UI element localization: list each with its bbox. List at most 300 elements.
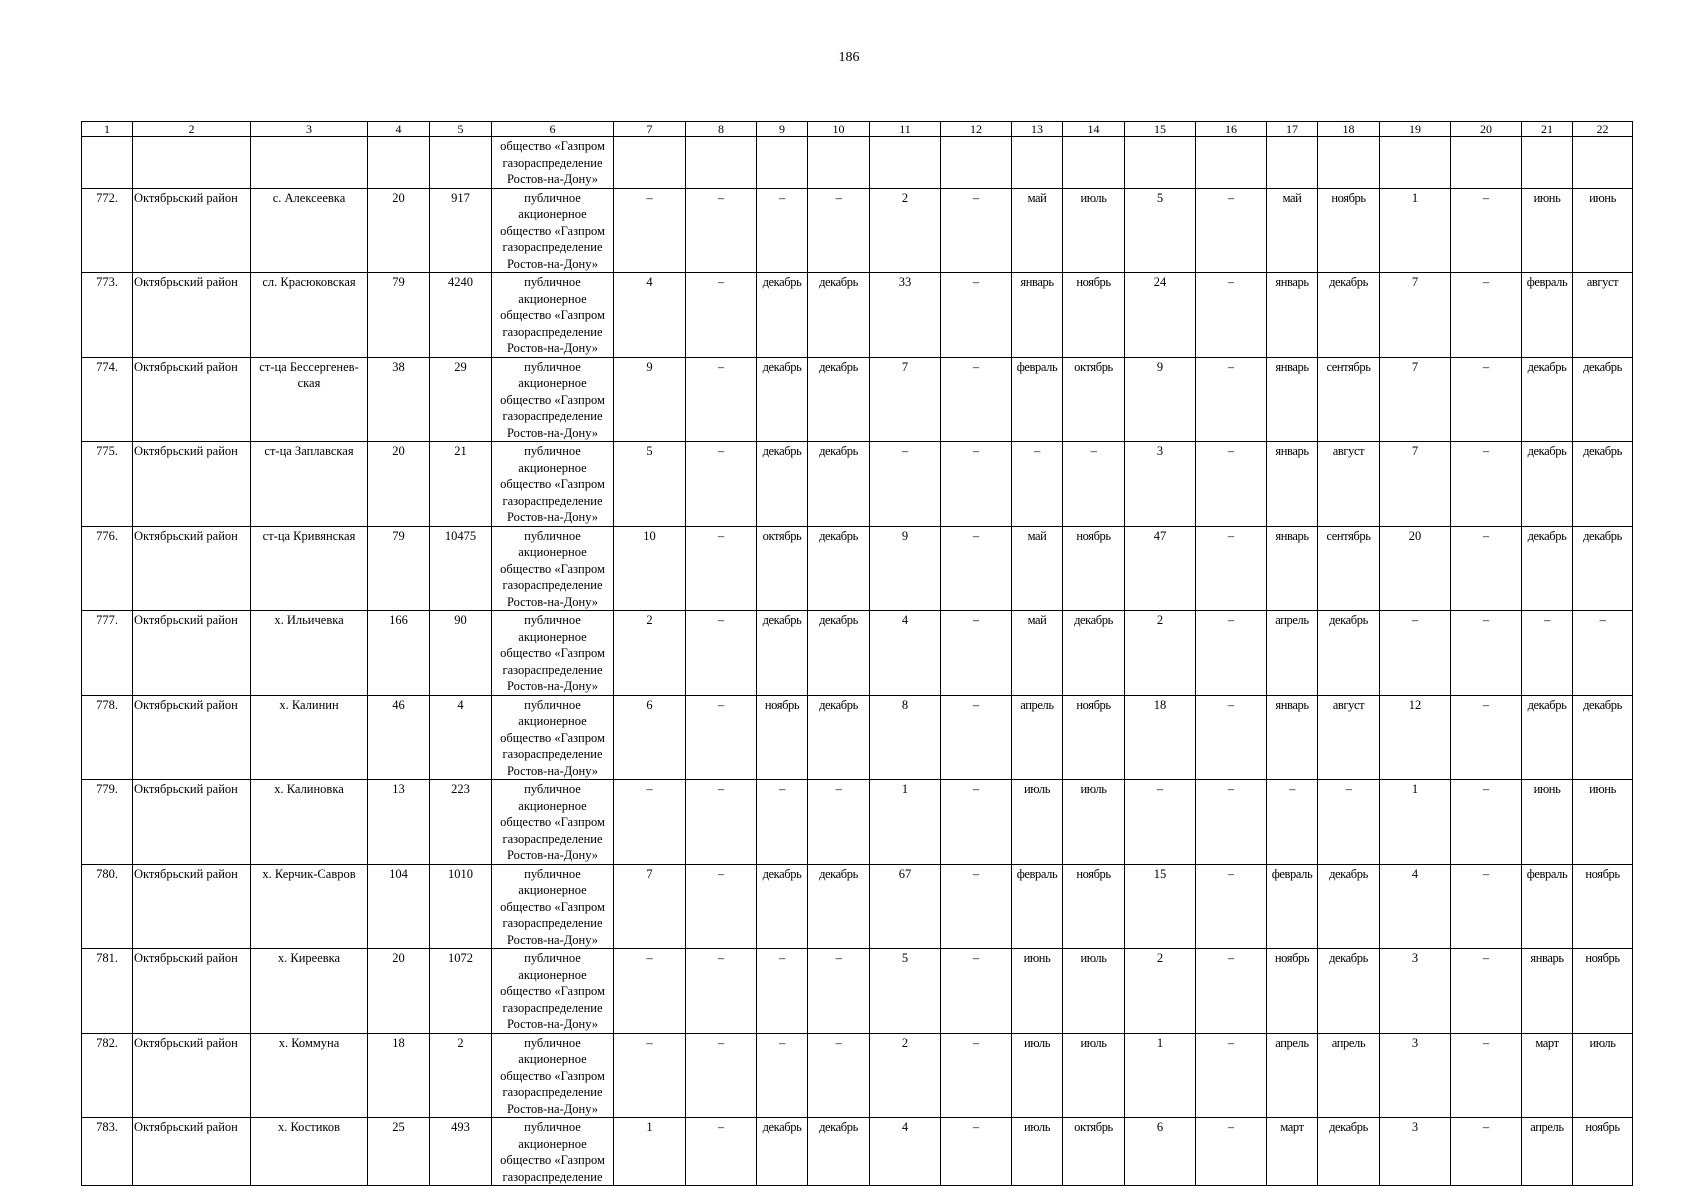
cell-col-13: февраль xyxy=(1012,864,1063,949)
cell-col-1: 778. xyxy=(82,695,133,780)
cell-col-4: 38 xyxy=(368,357,430,442)
cell-col-15: 6 xyxy=(1125,1118,1196,1186)
cell-col-14: – xyxy=(1063,442,1125,527)
cell-col-22: ноябрь xyxy=(1573,1118,1633,1186)
cell-col-22: ноябрь xyxy=(1573,864,1633,949)
cell-col-21: декабрь xyxy=(1522,526,1573,611)
cell-col-19: 1 xyxy=(1380,188,1451,273)
cell-col-7: – xyxy=(614,188,686,273)
cell-col-18: ноябрь xyxy=(1318,188,1380,273)
cell-col-14: ноябрь xyxy=(1063,864,1125,949)
cell-col-1: 776. xyxy=(82,526,133,611)
cell-col-8: – xyxy=(686,357,757,442)
cell-col-19: 7 xyxy=(1380,273,1451,358)
cell-col-12: – xyxy=(941,864,1012,949)
cell-col-2: Октябрьский район xyxy=(133,526,251,611)
table-row xyxy=(82,357,1633,442)
cell-col-6: публичное акционерное общество «Газпром газораспределение Ростов-на-Дону» xyxy=(492,780,614,865)
cell-col-13: апрель xyxy=(1012,695,1063,780)
cell-col-2 xyxy=(133,137,251,189)
cell-col-15 xyxy=(1125,137,1196,189)
cell-col-18: – xyxy=(1318,780,1380,865)
cell-col-4: 79 xyxy=(368,273,430,358)
cell-col-22: декабрь xyxy=(1573,442,1633,527)
cell-col-5 xyxy=(430,137,492,189)
cell-col-20: – xyxy=(1451,780,1522,865)
cell-col-19: 7 xyxy=(1380,357,1451,442)
cell-col-15: 9 xyxy=(1125,357,1196,442)
cell-col-13: февраль xyxy=(1012,357,1063,442)
cell-col-8: – xyxy=(686,526,757,611)
cell-col-19: 4 xyxy=(1380,864,1451,949)
cell-col-22: 22 xyxy=(1573,122,1633,137)
cell-col-7: – xyxy=(614,949,686,1034)
cell-col-18: 18 xyxy=(1318,122,1380,137)
cell-col-7: 6 xyxy=(614,695,686,780)
cell-col-2: Октябрьский район xyxy=(133,1118,251,1186)
cell-col-13: май xyxy=(1012,188,1063,273)
cell-col-18: апрель xyxy=(1318,1033,1380,1118)
cell-col-2: Октябрьский район xyxy=(133,695,251,780)
cell-col-12: – xyxy=(941,611,1012,696)
cell-col-18: сентябрь xyxy=(1318,357,1380,442)
cell-col-3: х. Коммуна xyxy=(251,1033,368,1118)
cell-col-4 xyxy=(368,137,430,189)
cell-col-6: публичное акционерное общество «Газпром газораспределение Ростов-на-Дону» xyxy=(492,864,614,949)
cell-col-3 xyxy=(251,137,368,189)
cell-col-1: 1 xyxy=(82,122,133,137)
cell-col-8: – xyxy=(686,780,757,865)
cell-col-16: – xyxy=(1196,1033,1267,1118)
cell-col-21: декабрь xyxy=(1522,442,1573,527)
cell-col-11: 4 xyxy=(870,611,941,696)
cell-col-7: 10 xyxy=(614,526,686,611)
cell-col-14: июль xyxy=(1063,188,1125,273)
cell-col-22: – xyxy=(1573,611,1633,696)
cell-col-12: – xyxy=(941,357,1012,442)
cell-col-14: июль xyxy=(1063,949,1125,1034)
cell-col-7: 1 xyxy=(614,1118,686,1186)
cell-col-14: 14 xyxy=(1063,122,1125,137)
cell-col-3: х. Калинин xyxy=(251,695,368,780)
cell-col-6: публичное акционерное общество «Газпром газораспределение Ростов-на-Дону» xyxy=(492,949,614,1034)
cell-col-14: ноябрь xyxy=(1063,273,1125,358)
page-number: 186 xyxy=(838,50,860,65)
cell-col-20: – xyxy=(1451,357,1522,442)
cell-col-21: февраль xyxy=(1522,273,1573,358)
cell-col-7 xyxy=(614,137,686,189)
cell-col-21: июнь xyxy=(1522,188,1573,273)
cell-col-1: 772. xyxy=(82,188,133,273)
cell-col-2: Октябрьский район xyxy=(133,273,251,358)
cell-col-17: январь xyxy=(1267,442,1318,527)
cell-col-17: май xyxy=(1267,188,1318,273)
cell-col-16: – xyxy=(1196,442,1267,527)
cell-col-7: – xyxy=(614,1033,686,1118)
table-row xyxy=(82,188,1633,273)
cell-col-12: – xyxy=(941,188,1012,273)
cell-col-9: декабрь xyxy=(757,442,808,527)
cell-col-5: 29 xyxy=(430,357,492,442)
cell-col-19: 19 xyxy=(1380,122,1451,137)
cell-col-10 xyxy=(808,137,870,189)
cell-col-11: 5 xyxy=(870,949,941,1034)
cell-col-6: публичное акционерное общество «Газпром газораспределение Ростов-на-Дону» xyxy=(492,1033,614,1118)
cell-col-15: 15 xyxy=(1125,864,1196,949)
cell-col-20: – xyxy=(1451,1118,1522,1186)
cell-col-21: март xyxy=(1522,1033,1573,1118)
cell-col-21: январь xyxy=(1522,949,1573,1034)
cell-col-14 xyxy=(1063,137,1125,189)
cell-col-5: 223 xyxy=(430,780,492,865)
cell-col-9: – xyxy=(757,188,808,273)
cell-col-3: х. Ильичевка xyxy=(251,611,368,696)
cell-col-11: 11 xyxy=(870,122,941,137)
cell-col-9 xyxy=(757,137,808,189)
cell-col-15: 2 xyxy=(1125,611,1196,696)
cell-col-17: 17 xyxy=(1267,122,1318,137)
cell-col-4: 20 xyxy=(368,949,430,1034)
cell-col-13: июль xyxy=(1012,1033,1063,1118)
cell-col-3: 3 xyxy=(251,122,368,137)
cell-col-9: – xyxy=(757,949,808,1034)
cell-col-10: – xyxy=(808,780,870,865)
cell-col-16 xyxy=(1196,137,1267,189)
cell-col-4: 18 xyxy=(368,1033,430,1118)
cell-col-20: – xyxy=(1451,611,1522,696)
cell-col-20: 20 xyxy=(1451,122,1522,137)
cell-col-9: декабрь xyxy=(757,273,808,358)
cell-col-3: ст-ца Заплавская xyxy=(251,442,368,527)
cell-col-2: Октябрьский район xyxy=(133,188,251,273)
cell-col-21 xyxy=(1522,137,1573,189)
cell-col-11: 4 xyxy=(870,1118,941,1186)
cell-col-16: – xyxy=(1196,864,1267,949)
cell-col-19: 12 xyxy=(1380,695,1451,780)
cell-col-13 xyxy=(1012,137,1063,189)
cell-col-20 xyxy=(1451,137,1522,189)
cell-col-5: 917 xyxy=(430,188,492,273)
cell-col-1: 779. xyxy=(82,780,133,865)
cell-col-4: 104 xyxy=(368,864,430,949)
cell-col-3: ст-ца Бессергенев-ская xyxy=(251,357,368,442)
cell-col-5: 4240 xyxy=(430,273,492,358)
cell-col-12 xyxy=(941,137,1012,189)
cell-col-17: апрель xyxy=(1267,611,1318,696)
data-table xyxy=(81,121,1633,1186)
cell-col-10: декабрь xyxy=(808,864,870,949)
cell-col-16: – xyxy=(1196,357,1267,442)
cell-col-21: июнь xyxy=(1522,780,1573,865)
cell-col-10: декабрь xyxy=(808,526,870,611)
cell-col-21: 21 xyxy=(1522,122,1573,137)
cell-col-1: 782. xyxy=(82,1033,133,1118)
cell-col-3: с. Алексеевка xyxy=(251,188,368,273)
column-number-row xyxy=(82,122,1633,137)
cell-col-3: х. Костиков xyxy=(251,1118,368,1186)
cell-col-10: декабрь xyxy=(808,695,870,780)
cell-col-6: публичное акционерное общество «Газпром газораспределение Ростов-на-Дону» xyxy=(492,442,614,527)
cell-col-8: – xyxy=(686,864,757,949)
cell-col-14: октябрь xyxy=(1063,1118,1125,1186)
cell-col-3: х. Киреевка xyxy=(251,949,368,1034)
cell-col-6: 6 xyxy=(492,122,614,137)
cell-col-1: 777. xyxy=(82,611,133,696)
cell-col-12: – xyxy=(941,442,1012,527)
cell-col-19: 3 xyxy=(1380,949,1451,1034)
cell-col-18: декабрь xyxy=(1318,949,1380,1034)
cell-col-3: сл. Красюковская xyxy=(251,273,368,358)
cell-col-15: 5 xyxy=(1125,188,1196,273)
cell-col-17 xyxy=(1267,137,1318,189)
table-row xyxy=(82,1118,1633,1186)
cell-col-20: – xyxy=(1451,273,1522,358)
cell-col-21: – xyxy=(1522,611,1573,696)
cell-col-22: июнь xyxy=(1573,780,1633,865)
cell-col-6: публичное акционерное общество «Газпром газораспределение Ростов-на-Дону» xyxy=(492,695,614,780)
cell-col-7: 5 xyxy=(614,442,686,527)
cell-col-15: 15 xyxy=(1125,122,1196,137)
cell-col-19 xyxy=(1380,137,1451,189)
cell-col-2: Октябрьский район xyxy=(133,949,251,1034)
cell-col-1: 783. xyxy=(82,1118,133,1186)
cell-col-22 xyxy=(1573,137,1633,189)
cell-col-19: 1 xyxy=(1380,780,1451,865)
cell-col-5: 21 xyxy=(430,442,492,527)
cell-col-21: декабрь xyxy=(1522,695,1573,780)
cell-col-10: 10 xyxy=(808,122,870,137)
cell-col-17: январь xyxy=(1267,357,1318,442)
cell-col-14: ноябрь xyxy=(1063,695,1125,780)
cell-col-1: 774. xyxy=(82,357,133,442)
cell-col-12: – xyxy=(941,1033,1012,1118)
cell-col-14: июль xyxy=(1063,780,1125,865)
cell-col-13: июль xyxy=(1012,780,1063,865)
cell-col-20: – xyxy=(1451,188,1522,273)
cell-col-6: публичное акционерное общество «Газпром газораспределение Ростов-на-Дону» xyxy=(492,357,614,442)
cell-col-10: декабрь xyxy=(808,1118,870,1186)
cell-col-17: февраль xyxy=(1267,864,1318,949)
cell-col-2: Октябрьский район xyxy=(133,864,251,949)
cell-col-4: 13 xyxy=(368,780,430,865)
cell-col-12: – xyxy=(941,780,1012,865)
cell-col-8: 8 xyxy=(686,122,757,137)
cell-col-18: декабрь xyxy=(1318,1118,1380,1186)
cell-col-9: декабрь xyxy=(757,1118,808,1186)
cell-col-22: ноябрь xyxy=(1573,949,1633,1034)
cell-col-5: 2 xyxy=(430,1033,492,1118)
cell-col-16: – xyxy=(1196,780,1267,865)
cell-col-19: 3 xyxy=(1380,1033,1451,1118)
cell-col-19: 7 xyxy=(1380,442,1451,527)
cell-col-8: – xyxy=(686,273,757,358)
cell-col-8: – xyxy=(686,1033,757,1118)
cell-col-1: 775. xyxy=(82,442,133,527)
cell-col-2: Октябрьский район xyxy=(133,442,251,527)
cell-col-17: январь xyxy=(1267,526,1318,611)
cell-col-4: 4 xyxy=(368,122,430,137)
cell-col-5: 10475 xyxy=(430,526,492,611)
cell-col-19: 20 xyxy=(1380,526,1451,611)
cell-col-12: – xyxy=(941,949,1012,1034)
cell-col-17: январь xyxy=(1267,273,1318,358)
cell-col-8: – xyxy=(686,188,757,273)
cell-col-13: июнь xyxy=(1012,949,1063,1034)
cell-col-20: – xyxy=(1451,442,1522,527)
table-row xyxy=(82,695,1633,780)
cell-col-22: июнь xyxy=(1573,188,1633,273)
cell-col-17: апрель xyxy=(1267,1033,1318,1118)
cell-col-6: публичное акционерное общество «Газпром газораспределение Ростов-на-Дону» xyxy=(492,273,614,358)
cell-col-20: – xyxy=(1451,949,1522,1034)
cell-col-13: май xyxy=(1012,611,1063,696)
cell-col-16: – xyxy=(1196,611,1267,696)
cell-col-11: 67 xyxy=(870,864,941,949)
cell-col-11: 1 xyxy=(870,780,941,865)
cell-col-17: март xyxy=(1267,1118,1318,1186)
cell-col-22: декабрь xyxy=(1573,695,1633,780)
cell-col-16: – xyxy=(1196,188,1267,273)
cell-col-9: декабрь xyxy=(757,611,808,696)
cell-col-13: – xyxy=(1012,442,1063,527)
cell-col-21: декабрь xyxy=(1522,357,1573,442)
cell-col-18: декабрь xyxy=(1318,864,1380,949)
cell-col-16: – xyxy=(1196,273,1267,358)
cell-col-4: 46 xyxy=(368,695,430,780)
cell-col-19: – xyxy=(1380,611,1451,696)
cell-col-18: август xyxy=(1318,695,1380,780)
cell-col-1: 780. xyxy=(82,864,133,949)
cell-col-12: – xyxy=(941,1118,1012,1186)
cell-col-2: 2 xyxy=(133,122,251,137)
cell-col-9: декабрь xyxy=(757,357,808,442)
cell-col-21: февраль xyxy=(1522,864,1573,949)
cell-col-10: декабрь xyxy=(808,357,870,442)
cell-col-8: – xyxy=(686,611,757,696)
cell-col-10: декабрь xyxy=(808,273,870,358)
cell-col-14: ноябрь xyxy=(1063,526,1125,611)
table-row xyxy=(82,442,1633,527)
cell-col-13: июль xyxy=(1012,1118,1063,1186)
cell-col-15: 47 xyxy=(1125,526,1196,611)
cell-col-19: 3 xyxy=(1380,1118,1451,1186)
cell-col-12: – xyxy=(941,273,1012,358)
cell-col-16: – xyxy=(1196,695,1267,780)
cell-col-9: декабрь xyxy=(757,864,808,949)
table-row xyxy=(82,1033,1633,1118)
cell-col-18: август xyxy=(1318,442,1380,527)
cell-col-8: – xyxy=(686,1118,757,1186)
cell-col-20: – xyxy=(1451,864,1522,949)
cell-col-7: 2 xyxy=(614,611,686,696)
cell-col-4: 25 xyxy=(368,1118,430,1186)
cell-col-18: сентябрь xyxy=(1318,526,1380,611)
cell-col-7: – xyxy=(614,780,686,865)
cell-col-1 xyxy=(82,137,133,189)
cell-col-10: декабрь xyxy=(808,611,870,696)
cell-col-4: 20 xyxy=(368,188,430,273)
cell-col-18 xyxy=(1318,137,1380,189)
cell-col-22: июль xyxy=(1573,1033,1633,1118)
cell-col-11: 7 xyxy=(870,357,941,442)
cell-col-2: Октябрьский район xyxy=(133,611,251,696)
cell-col-3: ст-ца Кривянская xyxy=(251,526,368,611)
cell-col-7: 4 xyxy=(614,273,686,358)
cell-col-15: 18 xyxy=(1125,695,1196,780)
cell-col-11 xyxy=(870,137,941,189)
cell-col-5: 4 xyxy=(430,695,492,780)
cell-col-6: публичное акционерное общество «Газпром газораспределение Ростов-на-Дону» xyxy=(492,611,614,696)
cell-col-16: 16 xyxy=(1196,122,1267,137)
cell-col-4: 166 xyxy=(368,611,430,696)
cell-col-4: 79 xyxy=(368,526,430,611)
cell-col-5: 1072 xyxy=(430,949,492,1034)
cell-col-8: – xyxy=(686,949,757,1034)
cell-col-12: 12 xyxy=(941,122,1012,137)
cell-col-2: Октябрьский район xyxy=(133,1033,251,1118)
cell-col-10: – xyxy=(808,1033,870,1118)
cell-col-10: декабрь xyxy=(808,442,870,527)
continuation-row xyxy=(82,137,1633,189)
cell-col-2: Октябрьский район xyxy=(133,357,251,442)
cell-col-14: октябрь xyxy=(1063,357,1125,442)
cell-col-6: публичное акционерное общество «Газпром газораспределение Ростов-на-Дону» xyxy=(492,188,614,273)
cell-col-20: – xyxy=(1451,695,1522,780)
cell-col-1: 773. xyxy=(82,273,133,358)
cell-col-7: 7 xyxy=(614,122,686,137)
cell-col-4: 20 xyxy=(368,442,430,527)
cell-col-22: август xyxy=(1573,273,1633,358)
cell-col-12: – xyxy=(941,526,1012,611)
cell-col-17: – xyxy=(1267,780,1318,865)
cell-col-7: 9 xyxy=(614,357,686,442)
cell-col-11: – xyxy=(870,442,941,527)
cell-col-11: 2 xyxy=(870,188,941,273)
cell-col-5: 5 xyxy=(430,122,492,137)
cell-col-20: – xyxy=(1451,526,1522,611)
table-row xyxy=(82,949,1633,1034)
cell-col-17: ноябрь xyxy=(1267,949,1318,1034)
cell-col-3: х. Калиновка xyxy=(251,780,368,865)
cell-col-9: ноябрь xyxy=(757,695,808,780)
cell-col-11: 33 xyxy=(870,273,941,358)
cell-col-20: – xyxy=(1451,1033,1522,1118)
table-row xyxy=(82,273,1633,358)
cell-col-10: – xyxy=(808,949,870,1034)
cell-col-15: 2 xyxy=(1125,949,1196,1034)
table-row xyxy=(82,780,1633,865)
cell-col-5: 90 xyxy=(430,611,492,696)
cell-col-21: апрель xyxy=(1522,1118,1573,1186)
table-row xyxy=(82,526,1633,611)
cell-col-7: 7 xyxy=(614,864,686,949)
cell-col-11: 9 xyxy=(870,526,941,611)
cell-col-10: – xyxy=(808,188,870,273)
cell-col-14: июль xyxy=(1063,1033,1125,1118)
cell-col-8: – xyxy=(686,695,757,780)
cell-col-14: декабрь xyxy=(1063,611,1125,696)
cell-col-8 xyxy=(686,137,757,189)
cell-col-13: май xyxy=(1012,526,1063,611)
cell-col-22: декабрь xyxy=(1573,357,1633,442)
cell-col-9: – xyxy=(757,780,808,865)
cell-col-11: 2 xyxy=(870,1033,941,1118)
cell-col-6: публичное акционерное общество «Газпром газораспределение xyxy=(492,1118,614,1186)
cell-col-3: х. Керчик-Савров xyxy=(251,864,368,949)
cell-col-13: 13 xyxy=(1012,122,1063,137)
cell-col-6: публичное акционерное общество «Газпром газораспределение Ростов-на-Дону» xyxy=(492,526,614,611)
cell-col-12: – xyxy=(941,695,1012,780)
